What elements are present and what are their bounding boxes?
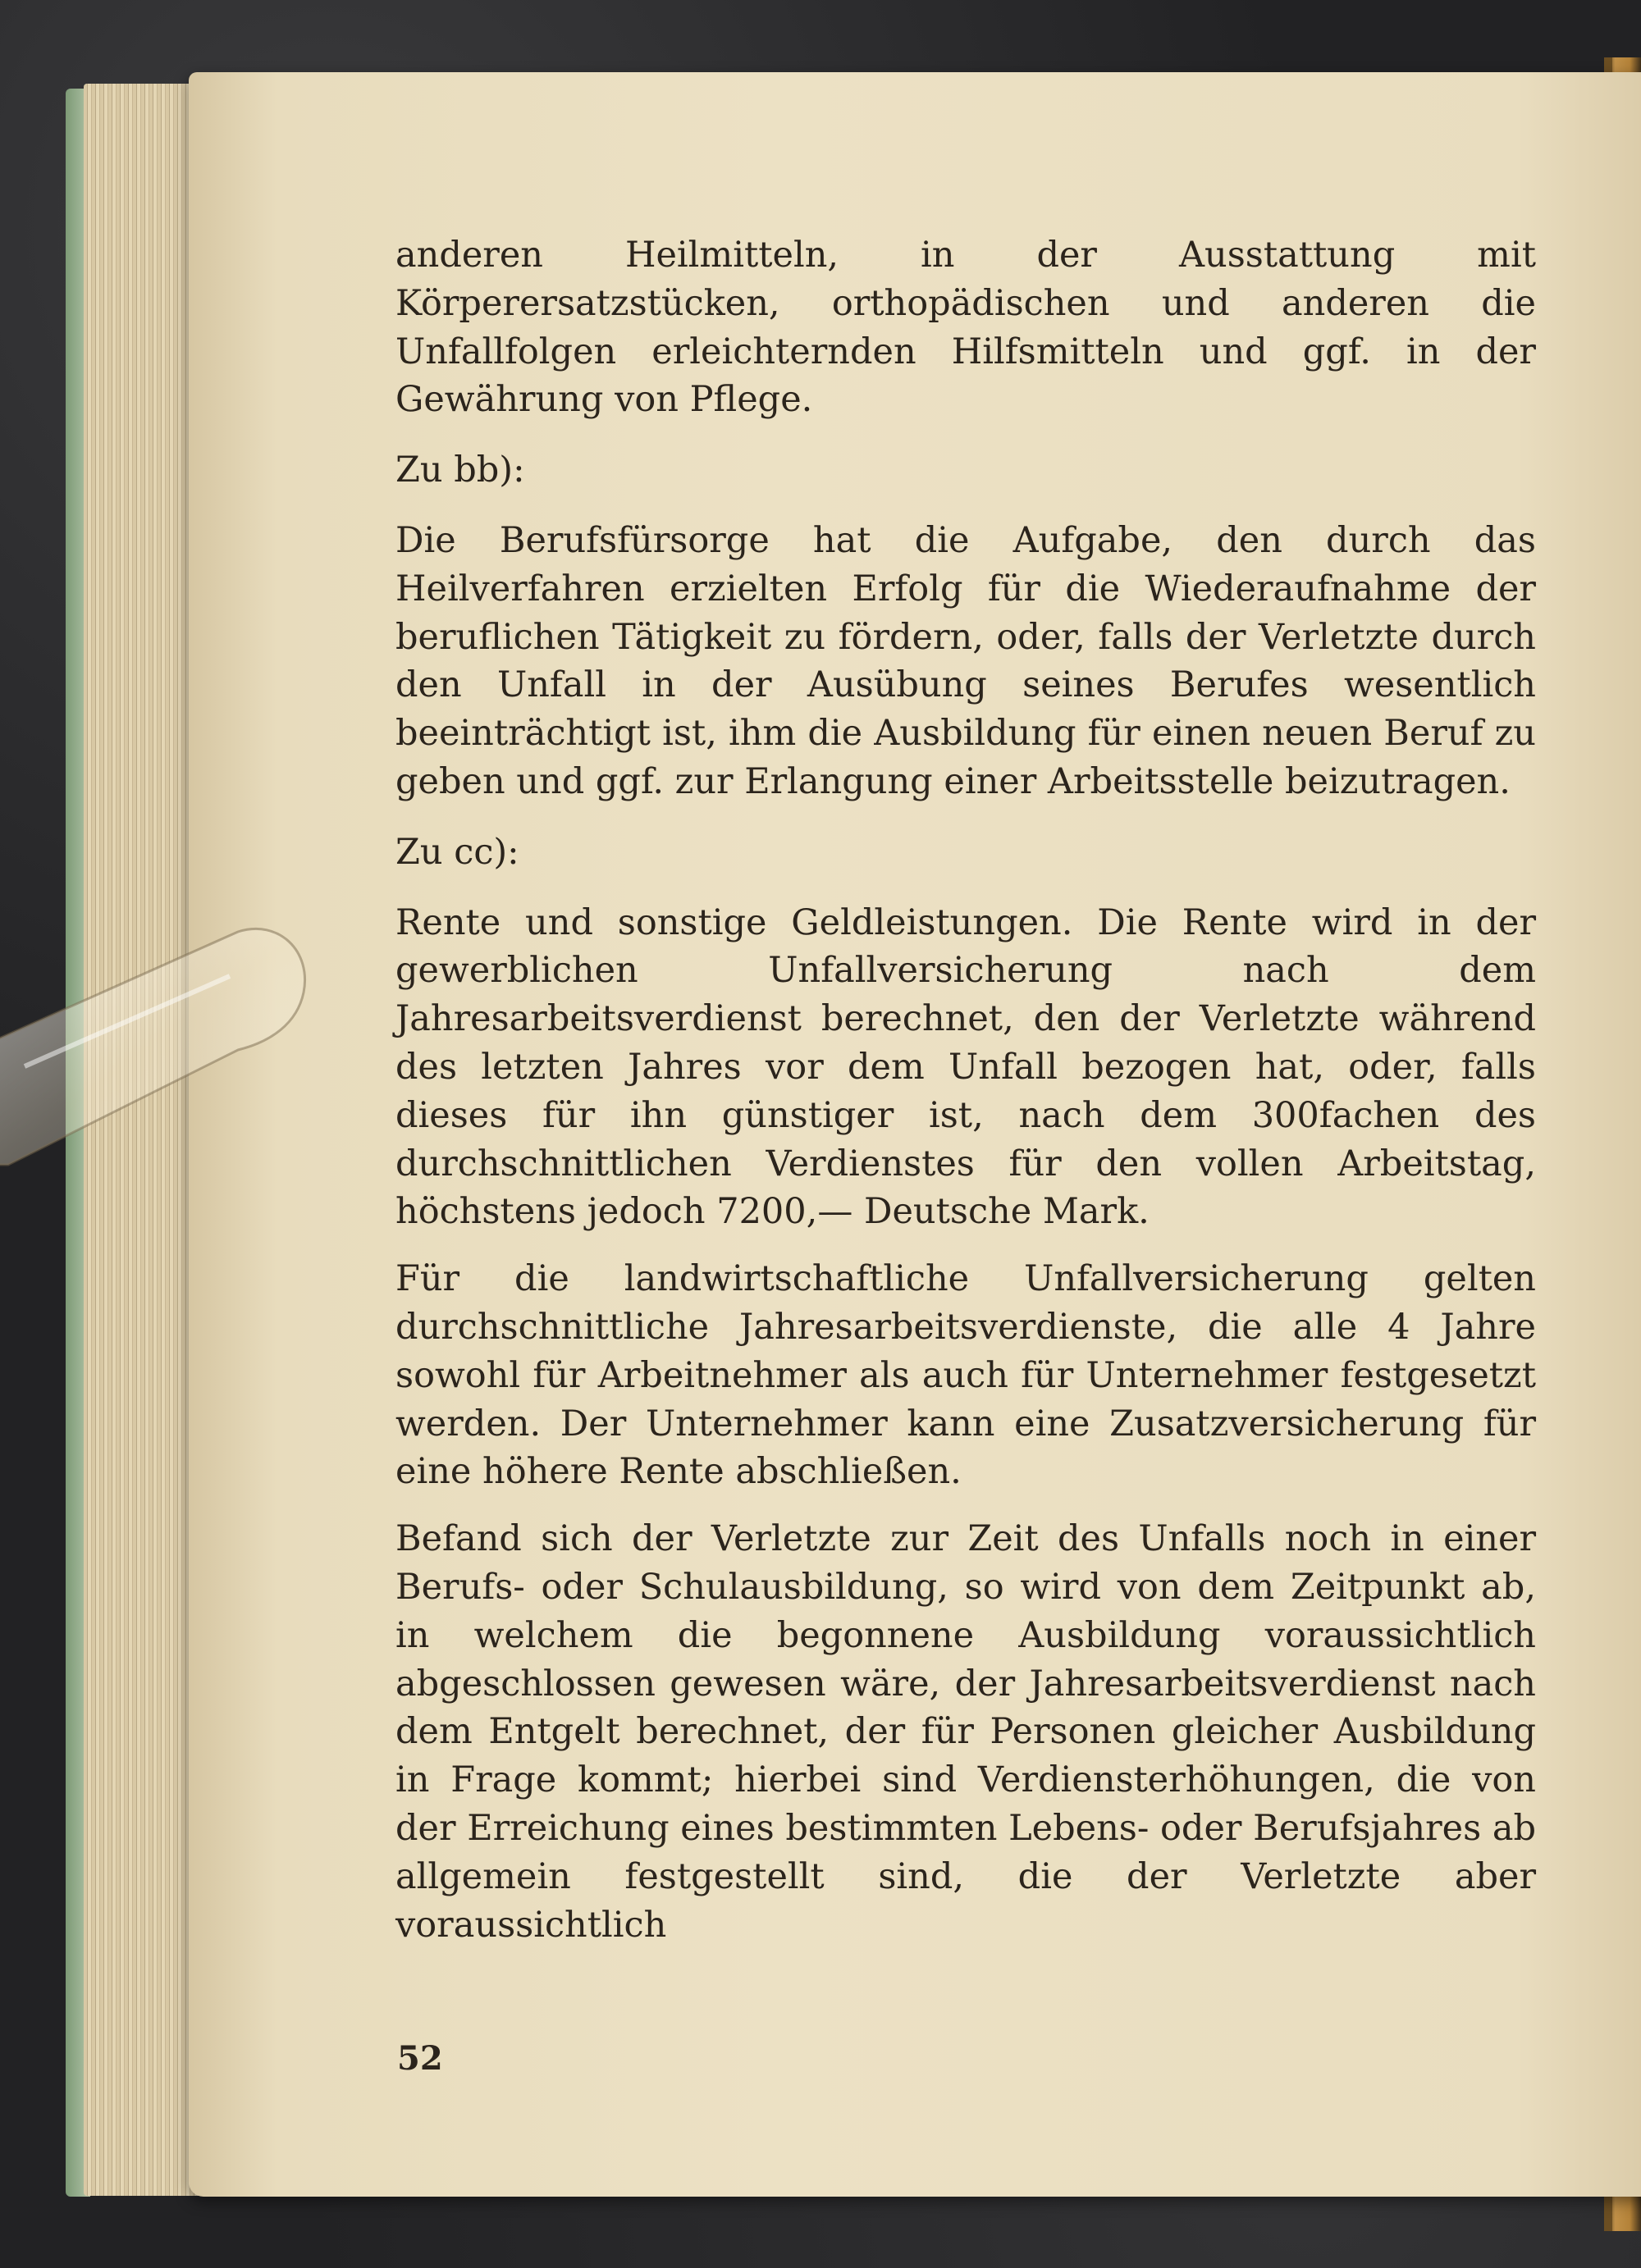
heading-zu-bb: Zu bb): [395,449,525,491]
heading-zu-cc: Zu cc): [395,831,519,873]
page-text [395,231,1536,1949]
paragraph-landwirtschaft: Für die landwirtschaftliche Unfallversicherung gelten durchschnittliche Jahresarbeitsverdienste, die alle 4 Jahre sowohl für Arbeitnehmer als auch für Unternehmer festgesetzt werden. Der Unternehmer kann eine Zusatzversicherung für eine höhere Rente abschließen. [395,1258,1536,1493]
transparent-clip-tab [0,919,320,1181]
paragraph-berufsfuersorge: Die Berufsfürsorge hat die Aufgabe, den durch das Heilverfahren erzielten Erfolg für die Wiederaufnahme der beruflichen Tätigkeit zu fördern, oder, falls der Verletzte durch den Unfall in der Ausübung seines Berufes wesentlich beeinträchtigt ist, ihm die Ausbildung für einen neuen Beruf zu geben und ggf. zur Erlangung einer Arbeitsstelle beizutragen. [395,519,1536,802]
paragraph-ausbildung: Befand sich der Verletzte zur Zeit des Unfalls noch in einer Berufs- oder Schulausbildung, so wird von dem Zeitpunkt ab, in welchem die begonnene Ausbildung voraussichtlich abgeschlossen gewesen wäre, der Jahresarbeitsverdienst nach dem Entgelt berechnet, der für Personen gleicher Ausbildung in Frage kommt; hierbei sind Verdiensterhöhungen, die von der Erreichung eines bestimmten Lebens- oder Berufsjahres ab allgemein festgestellt sind, die der Verletzte aber voraussichtlich [395,1518,1536,1946]
paragraph-rente: Rente und sonstige Geldleistungen. Die Rente wird in der gewerblichen Unfallversicherung nach dem Jahresarbeitsverdienst berechnet, den der Verletzte während des letzten Jahres vor dem Unfall bezogen hat, oder, falls dieses für ihn günstiger ist, nach dem 300fachen des durchschnittlichen Verdienstes für den vollen Arbeitstag, höchstens jedoch 7200,— Deutsche Mark. [395,901,1536,1233]
paragraph-heilbehandlung: anderen Heilmitteln, in der Ausstattung mit Körperersatzstücken, orthopädischen und anderen die Unfallfolgen erleichternden Hilfsmitteln und ggf. in der Gewährung von Pflege. [395,235,1536,421]
page-number: 52 [397,2039,443,2078]
